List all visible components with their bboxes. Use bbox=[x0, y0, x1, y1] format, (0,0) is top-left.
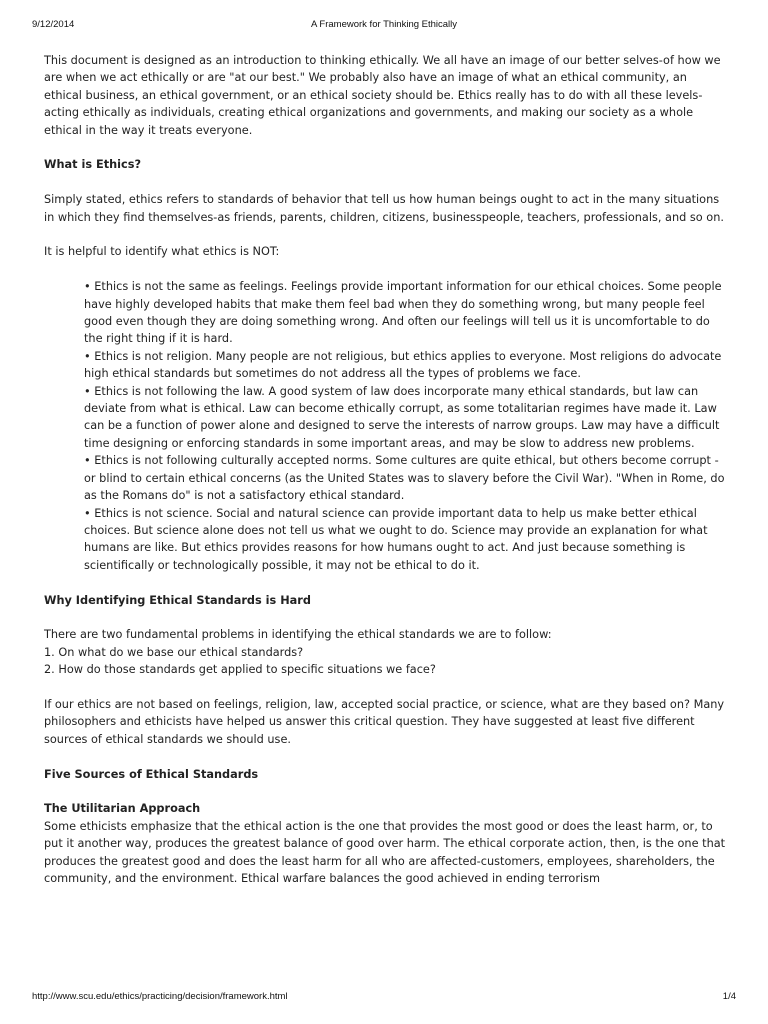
intro-paragraph: This document is designed as an introduction to thinking ethically. We all have an image of our better selves-of how we are when we act ethically or are "at our best." We probably also have an image of what an ethical community, an ethical business, an ethical government, or an ethical society should be. Ethics really has to do with all these levels-acting ethically as individuals, creating ethical organizations and governments, and making our society as a whole ethical in the way it treats everyone. bbox=[44, 54, 721, 137]
bullet-item: • Ethics is not following culturally accepted norms. Some cultures are quite ethical, but others become corrupt -or blind to certain ethical concerns (as the United States was to slavery before the Civil War). "When in Rome, do as the Romans do" is not a satisfactory ethical standard. bbox=[84, 454, 725, 503]
spacer bbox=[44, 609, 726, 626]
spacer bbox=[44, 748, 726, 765]
print-header bbox=[32, 19, 736, 33]
paragraph-ethics-definition: Simply stated, ethics refers to standards of behavior that tell us how human beings ought to act in the many situations in which they find themselves-as friends, parents, children, citizens, businesspeople, teachers, professionals, and so on. bbox=[44, 193, 724, 224]
spacer bbox=[44, 783, 726, 800]
paragraph-two-problems: There are two fundamental problems in identifying the ethical standards we are to follow: bbox=[44, 628, 552, 642]
section-heading-what-is-ethics: What is Ethics? bbox=[44, 158, 141, 172]
spacer bbox=[44, 574, 726, 591]
paragraph-sources-intro: If our ethics are not based on feelings, religion, law, accepted social practice, or science, what are they based on? Many philosophers and ethicists have helped us answer this critical question. They have suggested at least five different sources of ethical standards we should use. bbox=[44, 697, 725, 746]
bullet-item: • Ethics is not the same as feelings. Feelings provide important information for our ethical choices. Some people have highly developed habits that make them feel bad when they do something wrong, but many people feel good even though they are doing something wrong. And often our feelings will tell us it is uncomfortable to do the right thing if it is hard. bbox=[84, 280, 722, 346]
spacer bbox=[44, 261, 726, 278]
section-heading-five-sources: Five Sources of Ethical Standards bbox=[44, 767, 259, 781]
spacer bbox=[44, 174, 726, 191]
bullet-item: • Ethics is not religion. Many people are not religious, but ethics applies to everyone. Most religions do advocate high ethical standards but sometimes do not address all the types of problems we face. bbox=[84, 349, 722, 381]
question-2: 2. How do those standards get applied to specific situations we face? bbox=[44, 663, 436, 677]
section-heading-why-hard: Why Identifying Ethical Standards is Hard bbox=[44, 593, 311, 607]
question-1: 1. On what do we base our ethical standards? bbox=[44, 645, 304, 659]
bullet-item: • Ethics is not science. Social and natural science can provide important data to help us make better ethical choices. But science alone does not tell us what we ought to do. Science may provide an explanation for what humans are like. But ethics provides reasons for how humans ought to act. And just because something is scientifically or technologically possible, it may not be ethical to do it. bbox=[84, 506, 708, 572]
spacer bbox=[44, 679, 726, 696]
page-number: 1/4 bbox=[722, 991, 736, 1002]
source-url: http://www.scu.edu/ethics/practicing/decision/framework.html bbox=[32, 991, 288, 1002]
print-date: 9/12/2014 bbox=[32, 19, 75, 30]
paragraph-utilitarian: Some ethicists emphasize that the ethical action is the one that provides the most good or does the least harm, or, to put it another way, produces the greatest balance of good over harm. The ethical corporate action, then, is the one that produces the greatest good and does the least harm for all who are affected-customers, employees, shareholders, the community, and the environment. Ethical warfare balances the good achieved in ending terrorism bbox=[44, 819, 726, 885]
paragraph-ethics-not: It is helpful to identify what ethics is NOT: bbox=[44, 245, 280, 259]
document-title: A Framework for Thinking Ethically bbox=[310, 19, 458, 30]
subheading-utilitarian: The Utilitarian Approach bbox=[44, 802, 201, 816]
spacer bbox=[44, 139, 726, 156]
spacer bbox=[44, 226, 726, 243]
article-body bbox=[44, 52, 726, 887]
bullet-list bbox=[84, 278, 726, 574]
bullet-item: • Ethics is not following the law. A good system of law does incorporate many ethical standards, but law can deviate from what is ethical. Law can become ethically corrupt, as some totalitarian regimes have made it. Law can be a function of power alone and designed to serve the interests of narrow groups. Law may have a difficult time designing or enforcing standards in some important areas, and may be slow to address new problems. bbox=[84, 384, 720, 450]
print-footer bbox=[32, 991, 736, 1005]
